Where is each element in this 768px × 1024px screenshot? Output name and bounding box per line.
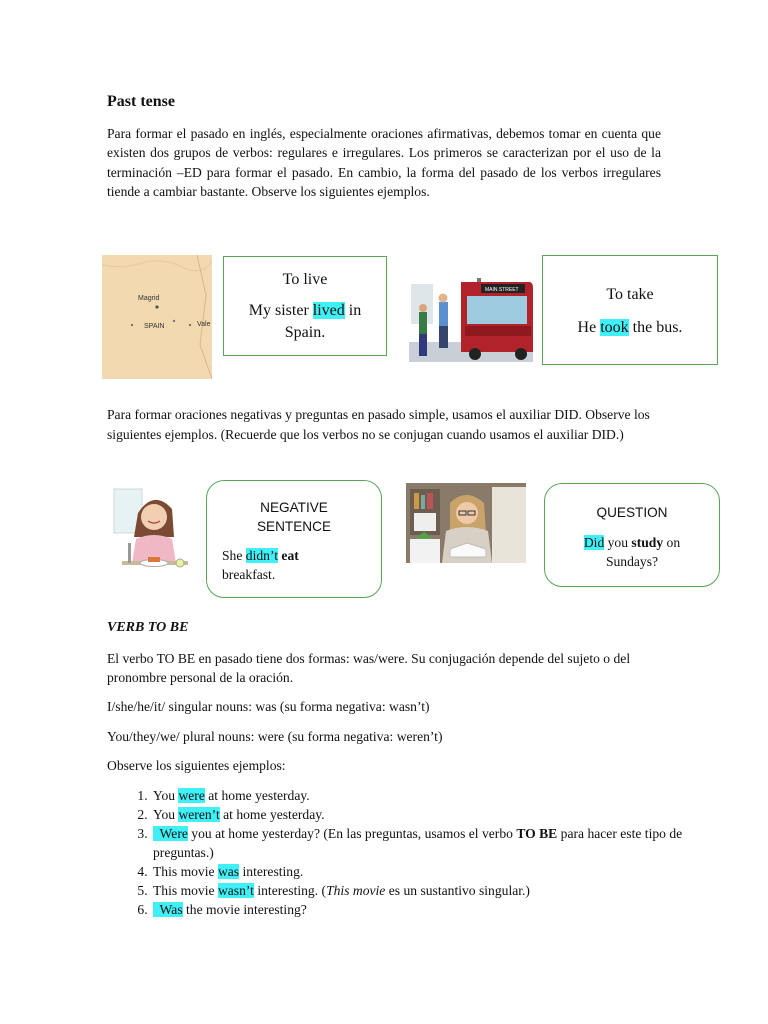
intro2-paragraph: Para formar oraciones negativas y preguntas en pasado simple, usamos el auxiliar DID. Observe los siguientes ejemplos. (Recuerde que los verbos no se conjugan cuando usamos el auxiliar DID.) (107, 407, 650, 442)
examples-list (107, 786, 711, 919)
box-sentence: My sister lived in (248, 302, 362, 319)
map-image (102, 255, 212, 379)
list-item: 6. Was the movie interesting? (151, 900, 711, 919)
map-label-madrid: Magrid (138, 295, 160, 302)
map-label-spain: SPAIN (144, 323, 165, 330)
girl-breakfast-image (112, 483, 196, 579)
verb-to-be-paragraph: El verbo TO BE en pasado tiene dos formas: was/were. Su conjugación depende del sujeto o del pronombre personal de la oración. (107, 651, 631, 685)
example-box-negative (206, 480, 382, 598)
girl-reading-image (406, 483, 526, 563)
box-sentence: He took the bus. (577, 319, 683, 336)
singular-rule: I/she/he/it/ singular nouns: was (su forma negativa: wasn’t) (107, 699, 430, 714)
box-heading: To take (606, 286, 654, 303)
map-label-vale: Vale (197, 321, 211, 328)
box-heading: QUESTION (596, 505, 668, 520)
examples-intro: Observe los siguientes ejemplos: (107, 758, 286, 773)
page-title: Past tense (107, 93, 175, 110)
bus-image (409, 278, 533, 362)
example-box-to-live (223, 256, 387, 356)
bus-sign: MAIN STREET (485, 287, 519, 293)
intro-paragraph: Para formar el pasado en inglés, especialmente oraciones afirmativas, debemos tomar en cuenta que existen dos grupos de verbos: regulares e irregulares. Los primeros se caracterizan por el uso de la terminación –ED para formar el pasado. En cambio, la forma del pasado de los verbos irregulares tiende a cambiar bastante. Observe los siguientes ejemplos. (107, 126, 661, 200)
example-box-question (544, 483, 720, 587)
box-heading: NEGATIVE (260, 500, 328, 515)
list-item: 2. You weren’t at home yesterday. (151, 805, 711, 824)
plural-rule: You/they/we/ plural nouns: were (su forma negativa: weren’t) (107, 729, 443, 744)
list-item: 3. Were you at home yesterday? (En las preguntas, usamos el verbo TO BE para hacer este tipo de preguntas.) (151, 824, 711, 862)
list-item: 1. You were at home yesterday. (151, 786, 711, 805)
example-box-to-take (542, 255, 718, 365)
list-item: 4. This movie was interesting. (151, 862, 711, 881)
list-item: 5. This movie wasn’t interesting. (This movie es un sustantivo singular.) (151, 881, 711, 900)
box-heading-line2: SENTENCE (256, 519, 332, 534)
box-heading: To live (282, 271, 328, 288)
box-sentence: Did you study on (583, 535, 681, 550)
box-sentence-line2: breakfast. (222, 567, 276, 582)
box-sentence: She didn’t eat (222, 548, 299, 563)
box-sentence-line2: Spain. (284, 324, 326, 341)
box-sentence-line2: Sundays? (605, 554, 659, 569)
section-heading-verb-to-be: VERB TO BE (107, 620, 189, 635)
